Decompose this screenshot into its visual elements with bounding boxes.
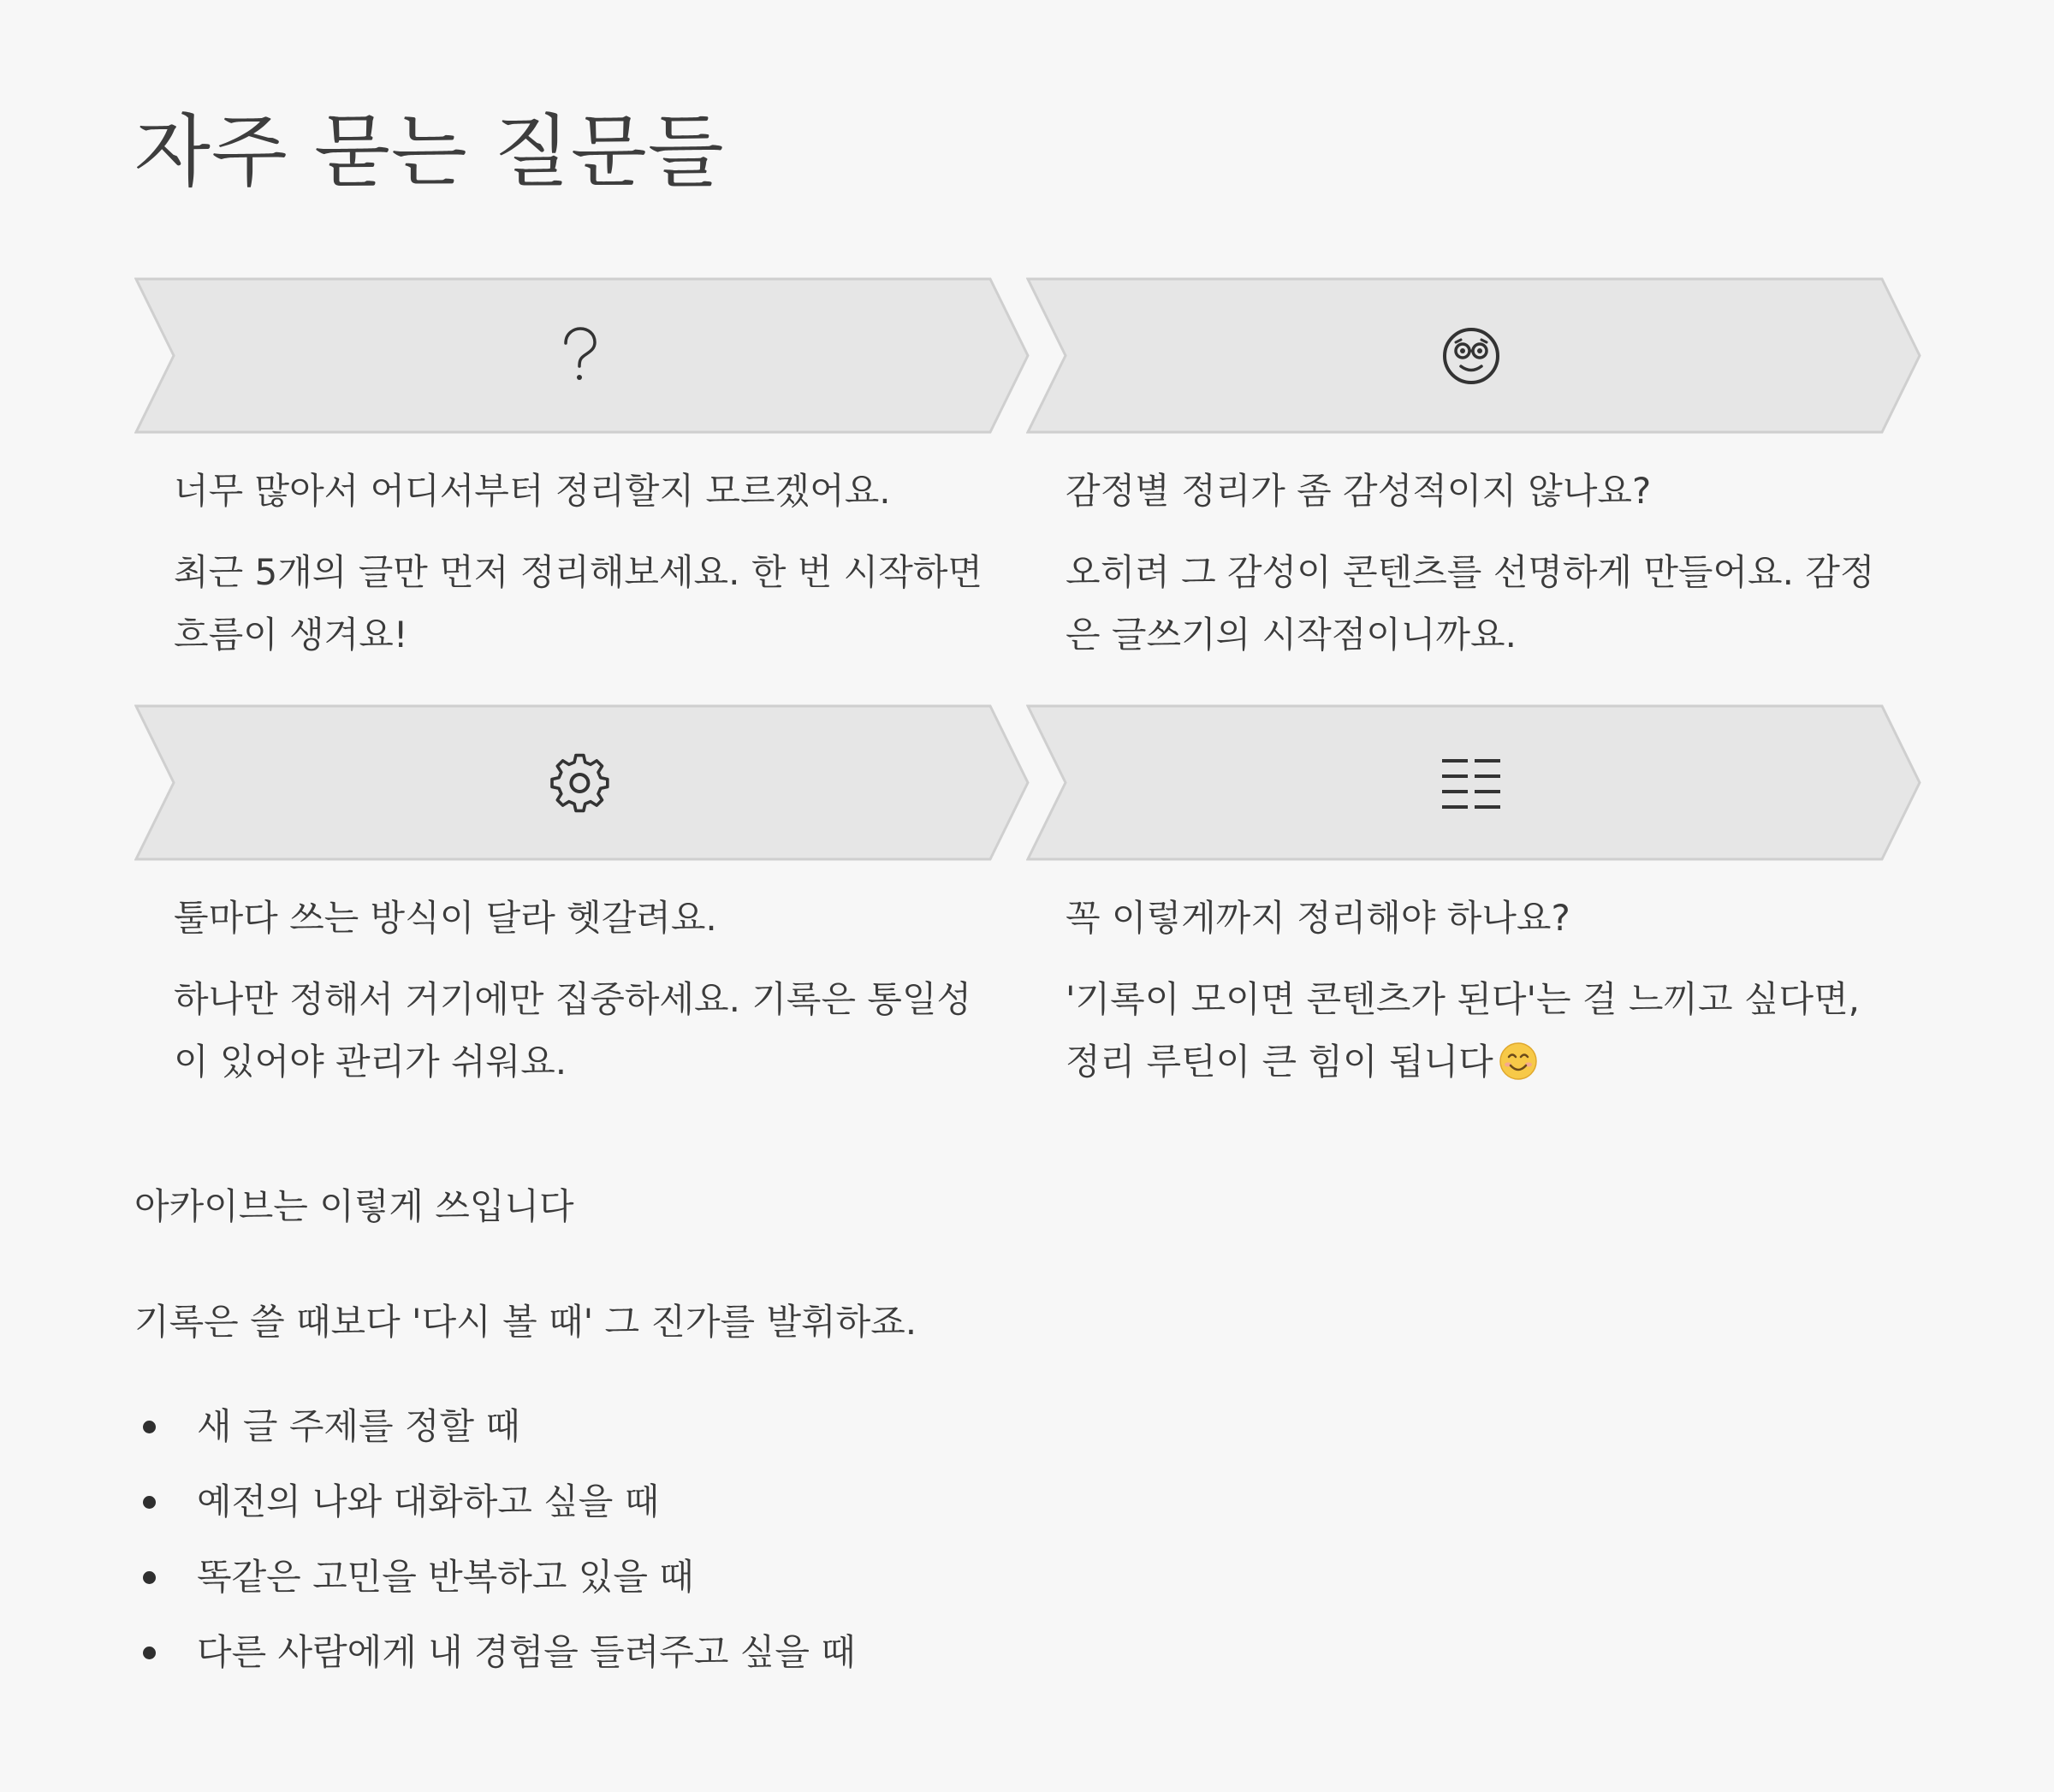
list-item [134,1476,856,1552]
bullet-icon [143,1421,156,1433]
faq-question: 툴마다 쓰는 방식이 달라 헷갈려요. [174,897,717,939]
list-item-label: 다른 사람에게 내 경험을 들려주고 싶을 때 [197,1631,856,1673]
faq-question: 꼭 이렇게까지 정리해야 하나요? [1066,897,1570,939]
list-lines-icon [1437,749,1505,817]
chevron-banner [134,704,1030,861]
faq-answer [1066,968,1887,1093]
archive-intro: 기록은 쓸 때보다 '다시 볼 때' 그 진가를 발휘하죠. [134,1301,917,1343]
faq-answer: 하나만 정해서 거기에만 집중하세요. 기록은 통일성이 있어야 관리가 쉬워요. [174,978,972,1083]
list-item [134,1552,856,1627]
chevron-banner [1026,277,1921,434]
faq-answer: 오히려 그 감성이 콘텐츠를 선명하게 만들어요. 감정은 글쓰기의 시작점이니까요. [1066,551,1875,656]
archive-heading: 아카이브는 이렇게 쓰입니다 [134,1185,574,1227]
bullet-icon [143,1647,156,1659]
page-title: 자주 묻는 질문들 [134,106,725,198]
faq-answer: 최근 5개의 글만 먼저 정리해보세요. 한 번 시작하면 흐름이 생겨요! [174,551,982,656]
gear-icon [545,749,614,817]
faq-answer-text: '기록이 모이면 콘텐츠가 된다'는 걸 느끼고 싶다면, 정리 루틴이 큰 힘이 됩니다 [1066,978,1860,1083]
bullet-icon [143,1496,156,1509]
faq-question: 너무 많아서 어디서부터 정리할지 모르겠어요. [174,470,891,512]
chevron-banner [1026,704,1921,861]
smiling-face-emoji [1499,1037,1538,1077]
faq-question: 감정별 정리가 좀 감성적이지 않나요? [1066,470,1652,512]
question-mark-icon [545,322,614,390]
list-item-label: 새 글 주제를 정할 때 [197,1405,520,1447]
face-with-glasses-icon [1437,322,1505,390]
list-item-label: 똑같은 고민을 반복하고 있을 때 [197,1556,694,1598]
chevron-banner [134,277,1030,434]
list-item [134,1627,856,1702]
bullet-icon [143,1571,156,1584]
list-item-label: 예전의 나와 대화하고 싶을 때 [197,1480,660,1522]
list-item [134,1401,856,1476]
archive-uses-list [134,1401,856,1702]
